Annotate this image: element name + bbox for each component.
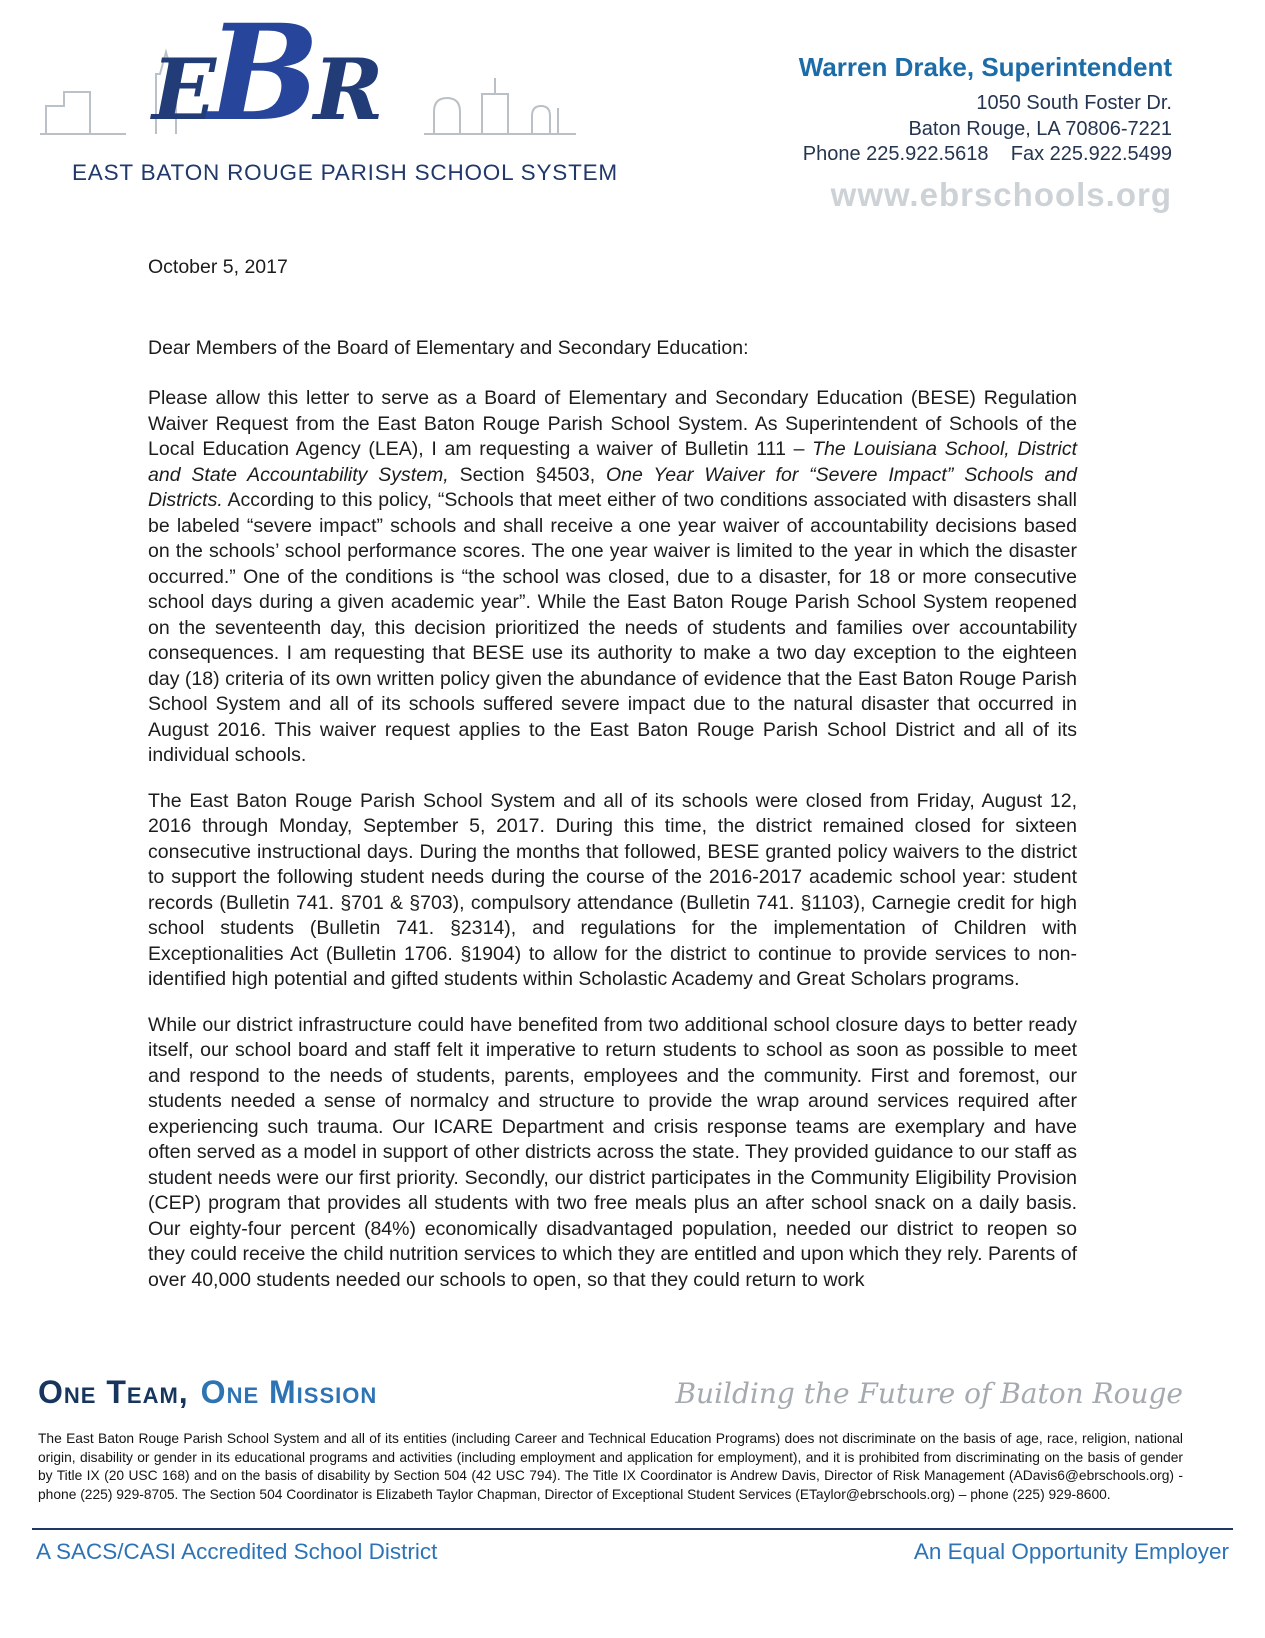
motto-row (38, 1374, 1183, 1411)
nondiscrimination-statement: The East Baton Rouge Parish School System and all of its entities (including Career and Technical Education Programs) does not discriminate on the basis of age, race, religion, national origin, disability or gender in its educational programs and activities (including employment and application for employment), and it is prohibited from discriminating on the basis of gender by Title IX (20 USC 168) and on the basis of disability by Section 504 (42 USC 794). The Title IX Coordinator is Andrew Davis, Director of Risk Management (ADavis6@ebrschools.org) - phone (225) 929-8705. The Section 504 Coordinator is Elizabeth Taylor Chapman, Director of Exceptional Student Services (ETaylor@ebrschools.org) – phone (225) 929-8600. (38, 1431, 1183, 1502)
district-motto (38, 1374, 377, 1411)
building-future-tagline: Building the Future of Baton Rouge (675, 1377, 1183, 1410)
superintendent-name: Warren Drake, Superintendent (798, 52, 1172, 82)
paragraph-1-italic-title-1: The Louisiana School, District and State Accountability System, (148, 438, 1077, 486)
website-watermark: www.ebrschools.org (830, 176, 1172, 213)
motto-one-team: One Team, (38, 1374, 189, 1410)
phone-fax-line: Phone 225.922.5618 Fax 225.922.5499 (802, 143, 1172, 165)
logo-letter-b: B (208, 0, 320, 151)
paragraph-1-italic-title-2: One Year Waiver for “Severe Impact” Schools and Districts. (148, 463, 1077, 511)
logo-letter-r: R (313, 40, 384, 139)
salutation: Dear Members of the Board of Elementary and Secondary Education: (148, 337, 749, 359)
paragraph-1-text: According to this policy, “Schools that meet either of two conditions associated with disasters shall be labeled “severe impact” schools and shall receive a one year waiver of accountability decisions based on the schools’ school performance scores. The one year waiver is limited to the year in which the disaster occurred.” One of the conditions is “the school was closed, due to a disaster, for 18 or more consecutive school days during a given academic year”. While the East Baton Rouge Parish School System reopened on the seventeenth day, this decision prioritized the needs of students and families over accountability consequences. I am requesting that BESE use its authority to make a two day exception to the eighteen day (18) criteria of its own written policy given the abundance of evidence that the East Baton Rouge Parish School System and all of its schools suffered severe impact due to the natural disaster that occurred in August 2016. This waiver request applies to the East Baton Rouge Parish School District and all of its individual schools. (148, 489, 1077, 766)
paragraph-2: The East Baton Rouge Parish School System and all of its schools were closed from Friday, August 12, 2016 through Monday, September 5, 2017. During this time, the district remained closed for sixteen consecutive instructional days. During the months that followed, BESE granted policy waivers to the district to support the following student needs during the course of the 2016-2017 academic school year: student records (Bulletin 741. §701 & §703), compulsory attendance (Bulletin 741. §1103), Carnegie credit for high school students (Bulletin 741. §2314), and regulations for the implementation of Children with Exceptionalities Act (Bulletin 1706. §1904) to allow for the district to continue to provide services to non-identified high potential and gifted students within Scholastic Academy and Great Scholars programs. (148, 789, 1077, 990)
paragraph-1-text: Section §4503, (448, 463, 606, 486)
footer-bottom-row (32, 1528, 1233, 1565)
accreditation-text: A SACS/CASI Accredited School District (36, 1539, 438, 1564)
letter-date: October 5, 2017 (148, 256, 288, 278)
logo-letter-e: E (152, 40, 217, 139)
paragraph-1-text: Please allow this letter to serve as a Board of Elementary and Secondary Education (BESE) Regulation Waiver Request from the East Baton Rouge Parish School System. As Superintendent of Schools of the Local Education Agency (LEA), I am requesting a waiver of Bulletin 111 – (148, 387, 1077, 460)
org-name: EAST BATON ROUGE PARISH SCHOOL SYSTEM (72, 160, 618, 185)
equal-opportunity-text: An Equal Opportunity Employer (913, 1539, 1229, 1564)
motto-one-mission: One Mission (200, 1374, 378, 1410)
address-line-1: 1050 South Foster Dr. (976, 92, 1172, 114)
paragraph-3: While our district infrastructure could have benefited from two additional school closure days to better ready itself, our school board and staff felt it imperative to return students to school as soon as possible to meet and respond to the needs of students, parents, employees and the community. First and foremost, our students needed a sense of normalcy and structure to provide the wrap around services required after experiencing such trauma. Our ICARE Department and crisis response teams are exemplary and have often served as a model in support of other districts across the state. They provided guidance to our staff as student needs were our first priority. Secondly, our district participates in the Community Eligibility Provision (CEP) program that provides all students with two free meals plus an after school snack on a daily basis. Our eighty-four percent (84%) economically disadvantaged population, needed our district to reopen so they could receive the child nutrition services to which they are entitled and upon which they rely. Parents of over 40,000 students needed our schools to open, so that they could return to work (148, 1013, 1077, 1291)
address-line-2: Baton Rouge, LA 70806-7221 (908, 117, 1172, 140)
